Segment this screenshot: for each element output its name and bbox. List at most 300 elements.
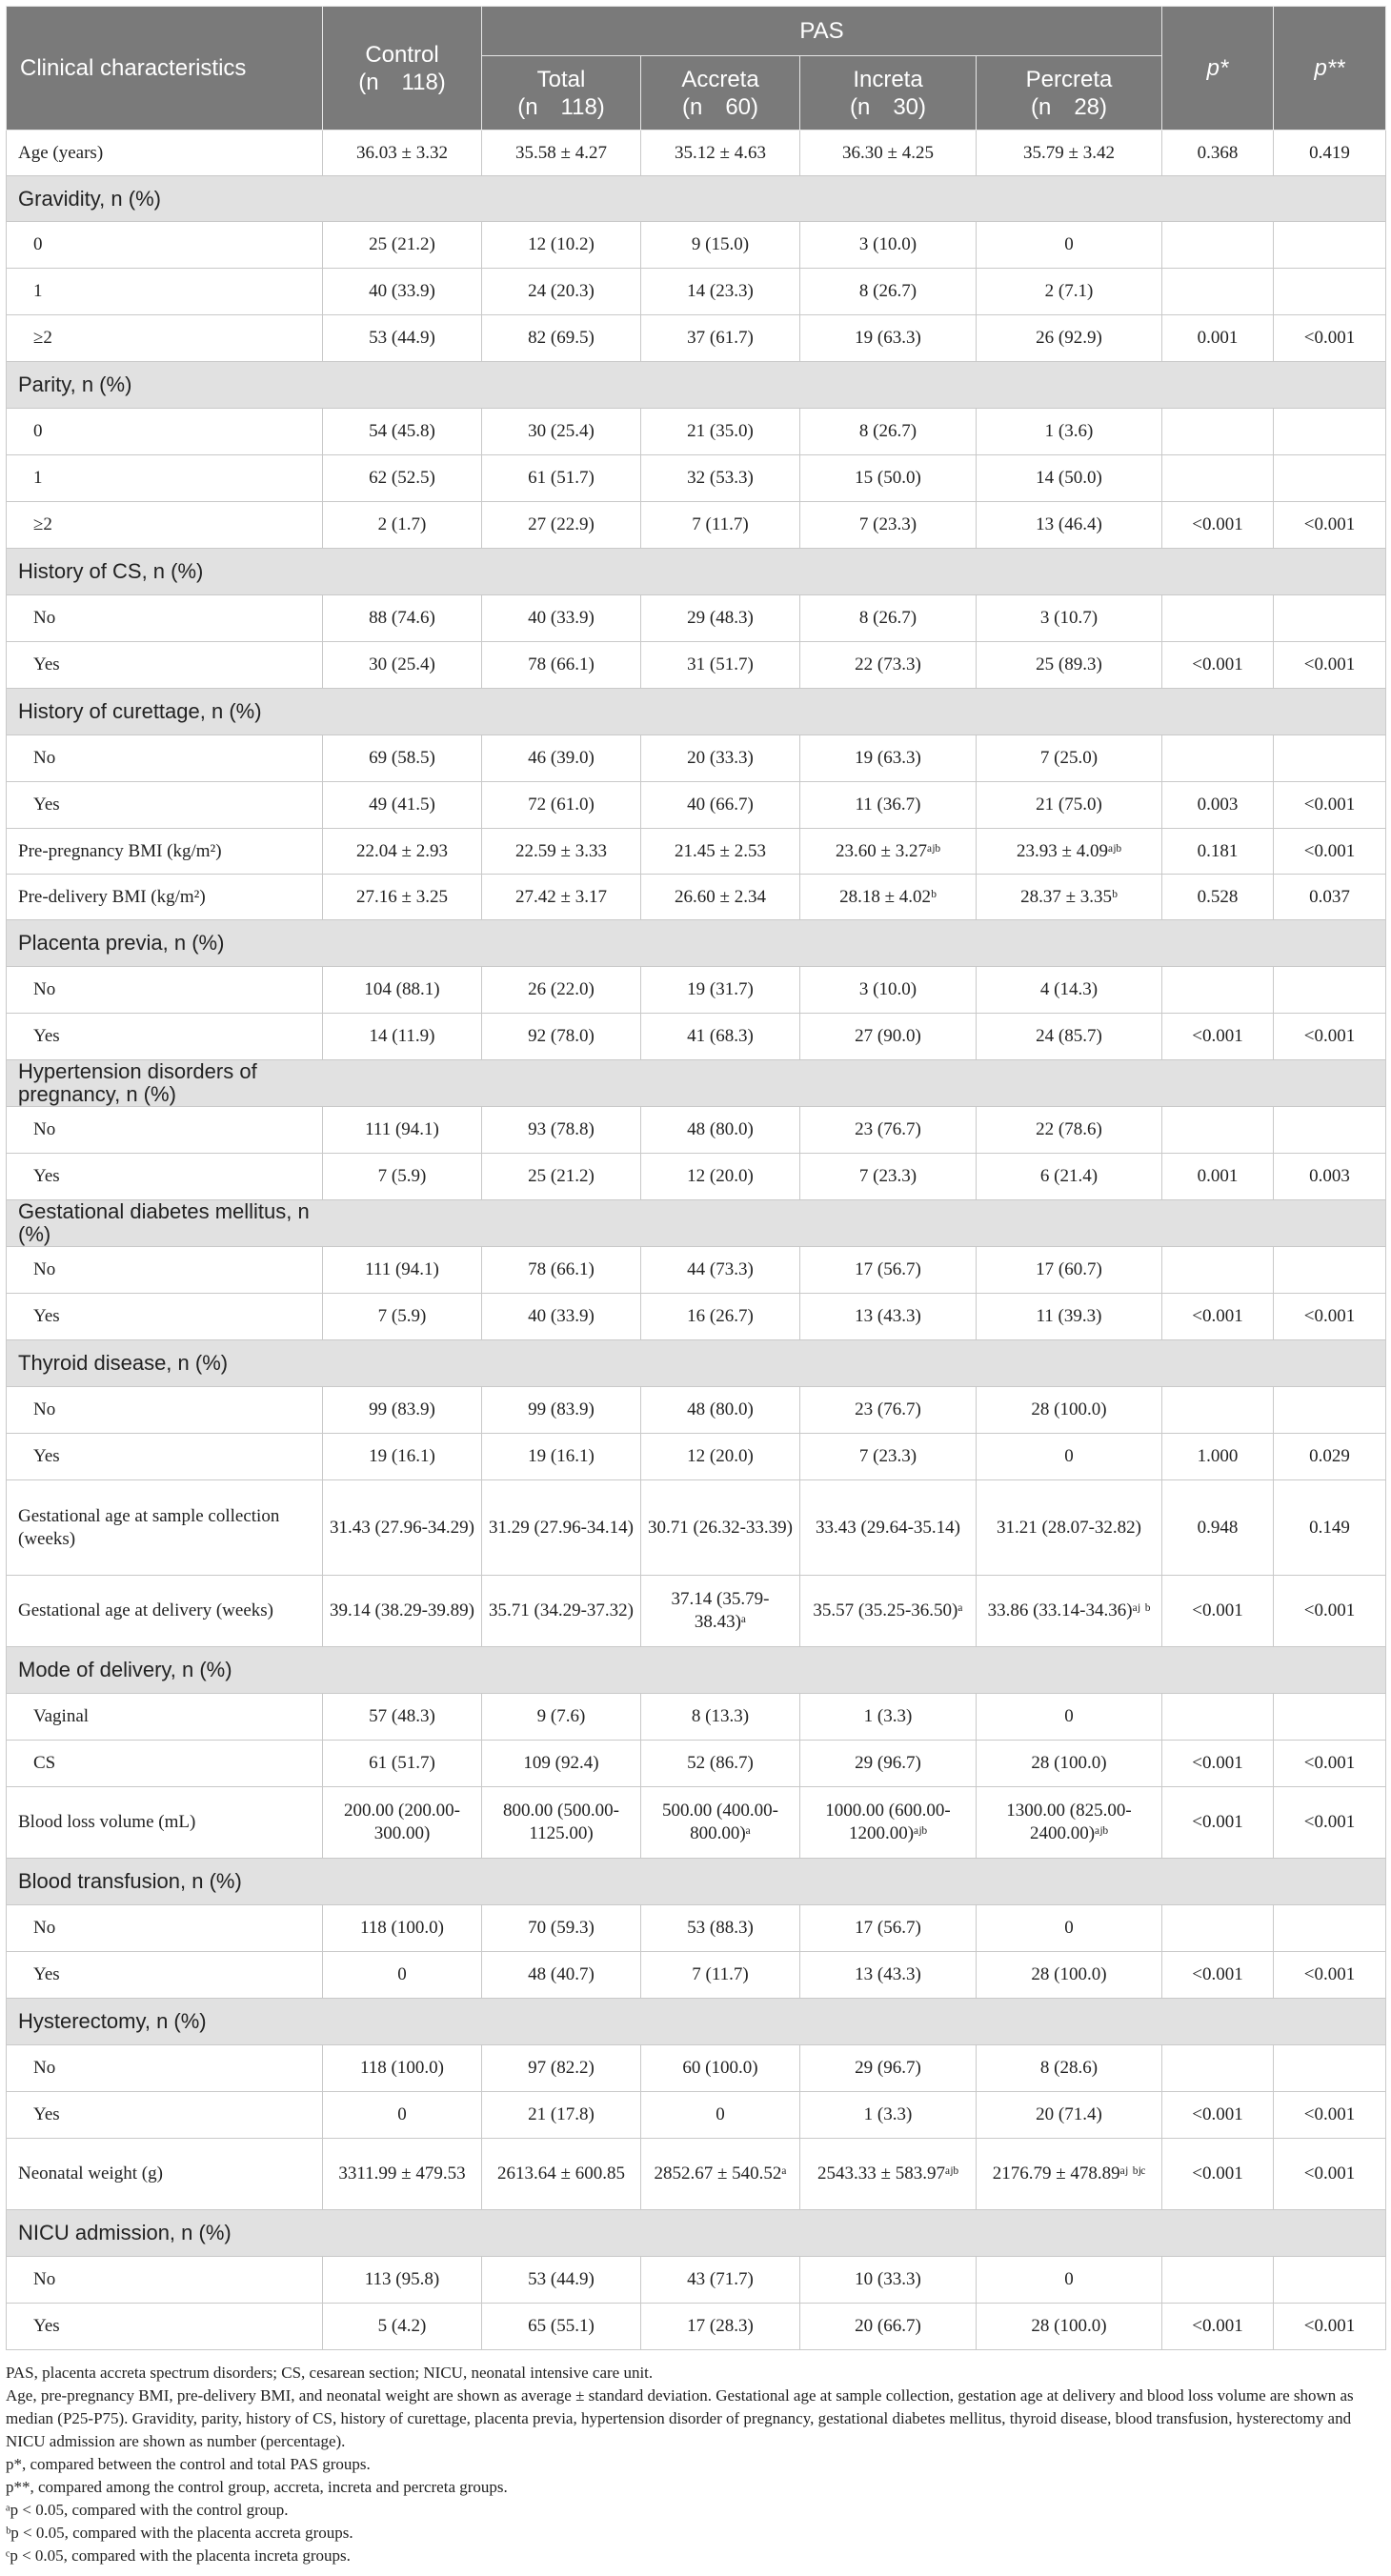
table-cell: 48 (80.0) (641, 1387, 800, 1434)
row-label: Age (years) (7, 131, 323, 176)
row-label: 0 (7, 409, 323, 455)
table-cell: 1.000 (1162, 1434, 1274, 1480)
table-cell: 28.37 ± 3.35ᵇ (977, 875, 1162, 920)
table-row (7, 315, 1386, 362)
header-total (482, 56, 641, 131)
table-cell: 800.00 (500.00-1125.00) (482, 1787, 641, 1859)
section-filler-cell (1162, 1859, 1274, 1905)
row-label: Gestational age at delivery (weeks) (7, 1576, 323, 1647)
table-cell: 22 (73.3) (800, 642, 977, 689)
table-cell: 40 (33.9) (482, 1294, 641, 1340)
table-row (7, 1576, 1386, 1647)
table-cell: 7 (5.9) (323, 1294, 482, 1340)
row-label: No (7, 1247, 323, 1294)
row-label: No (7, 595, 323, 642)
table-cell: 39.14 (38.29-39.89) (323, 1576, 482, 1647)
section-row (7, 1060, 1386, 1107)
section-row (7, 1859, 1386, 1905)
table-cell: 1000.00 (600.00-1200.00)ᵃʲᵇ (800, 1787, 977, 1859)
header-increta-label: Increta (853, 66, 923, 92)
table-cell: 7 (11.7) (641, 1952, 800, 1999)
section-filler-cell (641, 2210, 800, 2257)
table-cell: 82 (69.5) (482, 315, 641, 362)
table-cell (1162, 967, 1274, 1014)
table-cell: 0.419 (1274, 131, 1386, 176)
section-filler-cell (1162, 920, 1274, 967)
table-cell: 0.948 (1162, 1480, 1274, 1576)
table-cell: 70 (59.3) (482, 1905, 641, 1952)
table-cell: 46 (39.0) (482, 735, 641, 782)
header-percreta-label: Percreta (1025, 66, 1113, 92)
table-cell: <0.001 (1162, 1741, 1274, 1787)
table-cell: 0.001 (1162, 1154, 1274, 1200)
table-cell: 14 (11.9) (323, 1014, 482, 1060)
section-filler-cell (482, 549, 641, 595)
table-cell (1274, 2045, 1386, 2092)
table-row (7, 782, 1386, 829)
section-filler-cell (482, 1340, 641, 1387)
table-cell: <0.001 (1274, 1294, 1386, 1340)
row-label: Blood loss volume (mL) (7, 1787, 323, 1859)
table-cell: 0 (977, 1905, 1162, 1952)
table-cell (1274, 735, 1386, 782)
table-cell: 8 (26.7) (800, 269, 977, 315)
table-cell: 31.21 (28.07-32.82) (977, 1480, 1162, 1576)
section-row (7, 1200, 1386, 1247)
section-filler-cell (323, 1340, 482, 1387)
row-label: Yes (7, 2304, 323, 2350)
section-filler-cell (482, 1200, 641, 1247)
section-filler-cell (977, 549, 1162, 595)
table-cell: 0.029 (1274, 1434, 1386, 1480)
row-label: No (7, 1107, 323, 1154)
row-label: Yes (7, 1014, 323, 1060)
header-control-n: (n 118) (358, 69, 446, 95)
table-cell: <0.001 (1162, 502, 1274, 549)
table-cell: 29 (96.7) (800, 2045, 977, 2092)
table-cell: 25 (21.2) (323, 222, 482, 269)
table-cell: 13 (46.4) (977, 502, 1162, 549)
table-cell (1274, 1905, 1386, 1952)
table-cell: 0.149 (1274, 1480, 1386, 1576)
table-cell: 8 (26.7) (800, 409, 977, 455)
table-cell: 0.003 (1274, 1154, 1386, 1200)
table-cell: <0.001 (1162, 642, 1274, 689)
table-cell: 20 (71.4) (977, 2092, 1162, 2139)
table-row (7, 642, 1386, 689)
row-label: Yes (7, 1434, 323, 1480)
table-cell: 19 (63.3) (800, 315, 977, 362)
row-label: Yes (7, 642, 323, 689)
table-cell: 17 (56.7) (800, 1905, 977, 1952)
section-filler-cell (800, 549, 977, 595)
table-cell: <0.001 (1162, 1787, 1274, 1859)
header-p2: p** (1274, 7, 1386, 131)
table-cell: 15 (50.0) (800, 455, 977, 502)
table-cell: 7 (11.7) (641, 502, 800, 549)
table-cell: <0.001 (1274, 1952, 1386, 1999)
row-label: Yes (7, 1294, 323, 1340)
section-filler-cell (977, 1647, 1162, 1694)
table-cell: <0.001 (1274, 315, 1386, 362)
table-row (7, 1387, 1386, 1434)
table-cell: 3 (10.0) (800, 222, 977, 269)
table-row (7, 1434, 1386, 1480)
table-cell: 88 (74.6) (323, 595, 482, 642)
table-cell: 48 (80.0) (641, 1107, 800, 1154)
row-label: CS (7, 1741, 323, 1787)
table-cell: <0.001 (1274, 1741, 1386, 1787)
section-label: Hysterectomy, n (%) (7, 1999, 323, 2045)
table-cell: 9 (7.6) (482, 1694, 641, 1741)
table-cell: 69 (58.5) (323, 735, 482, 782)
section-filler-cell (641, 689, 800, 735)
table-cell: 37 (61.7) (641, 315, 800, 362)
section-filler-cell (1162, 176, 1274, 222)
table-cell: 7 (5.9) (323, 1154, 482, 1200)
section-label: History of CS, n (%) (7, 549, 323, 595)
section-filler-cell (641, 1999, 800, 2045)
table-cell: <0.001 (1274, 1576, 1386, 1647)
table-cell: 33.43 (29.64-35.14) (800, 1480, 977, 1576)
table-cell (1274, 1694, 1386, 1741)
table-cell: 30 (25.4) (323, 642, 482, 689)
section-filler-cell (323, 1999, 482, 2045)
row-label: Yes (7, 1154, 323, 1200)
table-cell: 40 (33.9) (482, 595, 641, 642)
table-row (7, 269, 1386, 315)
table-cell: 0.001 (1162, 315, 1274, 362)
table-cell: <0.001 (1162, 1952, 1274, 1999)
section-label: Hypertension disorders of pregnancy, n (%) (7, 1060, 323, 1107)
row-label: Vaginal (7, 1694, 323, 1741)
table-cell: 111 (94.1) (323, 1247, 482, 1294)
table-cell: 43 (71.7) (641, 2257, 800, 2304)
table-footnotes (6, 2362, 1385, 2567)
table-row (7, 829, 1386, 875)
table-cell: 23.93 ± 4.09ᵃʲᵇ (977, 829, 1162, 875)
table-cell: 31.29 (27.96-34.14) (482, 1480, 641, 1576)
table-cell: 52 (86.7) (641, 1741, 800, 1787)
table-cell: <0.001 (1274, 829, 1386, 875)
table-cell: <0.001 (1162, 2092, 1274, 2139)
table-cell: 35.57 (35.25-36.50)ᵃ (800, 1576, 977, 1647)
table-cell (1274, 1247, 1386, 1294)
section-filler-cell (482, 176, 641, 222)
table-row (7, 2092, 1386, 2139)
section-filler-cell (977, 920, 1162, 967)
section-filler-cell (641, 1859, 800, 1905)
table-cell: 65 (55.1) (482, 2304, 641, 2350)
section-filler-cell (323, 1647, 482, 1694)
table-cell: 28 (100.0) (977, 1741, 1162, 1787)
table-cell: 24 (85.7) (977, 1014, 1162, 1060)
table-cell: <0.001 (1274, 2092, 1386, 2139)
section-filler-cell (641, 1200, 800, 1247)
table-cell: 30 (25.4) (482, 409, 641, 455)
header-pas: PAS (482, 7, 1162, 56)
table-cell: 17 (60.7) (977, 1247, 1162, 1294)
section-filler-cell (1274, 1999, 1386, 2045)
table-cell: 93 (78.8) (482, 1107, 641, 1154)
table-cell: 8 (13.3) (641, 1694, 800, 1741)
table-cell: 36.30 ± 4.25 (800, 131, 977, 176)
header-accreta-n: (n 60) (681, 93, 759, 120)
table-cell: 12 (20.0) (641, 1434, 800, 1480)
table-cell: 31.43 (27.96-34.29) (323, 1480, 482, 1576)
table-cell: 0.037 (1274, 875, 1386, 920)
table-row (7, 1952, 1386, 1999)
section-filler-cell (323, 689, 482, 735)
table-cell: 7 (23.3) (800, 1154, 977, 1200)
table-cell (1274, 269, 1386, 315)
table-cell: 37.14 (35.79-38.43)ᵃ (641, 1576, 800, 1647)
section-filler-cell (323, 362, 482, 409)
row-label: Yes (7, 1952, 323, 1999)
table-cell: 54 (45.8) (323, 409, 482, 455)
table-cell: 0.528 (1162, 875, 1274, 920)
section-filler-cell (1274, 689, 1386, 735)
table-cell: 8 (26.7) (800, 595, 977, 642)
section-filler-cell (1162, 1999, 1274, 2045)
table-cell: 21.45 ± 2.53 (641, 829, 800, 875)
table-cell: 61 (51.7) (323, 1741, 482, 1787)
table-cell: 20 (66.7) (800, 2304, 977, 2350)
table-cell: <0.001 (1274, 782, 1386, 829)
table-cell: 60 (100.0) (641, 2045, 800, 2092)
footnote: p*, compared between the control and total PAS groups. (6, 2455, 371, 2473)
table-cell (1274, 2257, 1386, 2304)
table-row (7, 1694, 1386, 1741)
section-row (7, 176, 1386, 222)
section-filler-cell (1274, 1647, 1386, 1694)
header-control-label: Control (365, 41, 439, 68)
table-cell: 24 (20.3) (482, 269, 641, 315)
table-cell: 10 (33.3) (800, 2257, 977, 2304)
table-row (7, 2304, 1386, 2350)
table-cell: <0.001 (1162, 1294, 1274, 1340)
row-label: Gestational age at sample collection (weeks) (7, 1480, 323, 1576)
section-filler-cell (977, 1999, 1162, 2045)
table-cell: 61 (51.7) (482, 455, 641, 502)
footnote: ᵃp < 0.05, compared with the control group. (6, 2501, 289, 2519)
section-filler-cell (323, 1859, 482, 1905)
table-cell (1274, 1387, 1386, 1434)
table-cell: 0.368 (1162, 131, 1274, 176)
table-cell: 0 (641, 2092, 800, 2139)
table-row (7, 1014, 1386, 1060)
header-increta-n: (n 30) (849, 93, 927, 120)
table-cell: 12 (10.2) (482, 222, 641, 269)
section-filler-cell (977, 689, 1162, 735)
table-cell: 35.79 ± 3.42 (977, 131, 1162, 176)
table-cell: 7 (23.3) (800, 1434, 977, 1480)
section-label: Blood transfusion, n (%) (7, 1859, 323, 1905)
table-cell (1162, 409, 1274, 455)
row-label: Pre-pregnancy BMI (kg/m²) (7, 829, 323, 875)
row-label: 0 (7, 222, 323, 269)
table-cell: 2 (7.1) (977, 269, 1162, 315)
section-row (7, 1647, 1386, 1694)
section-filler-cell (482, 362, 641, 409)
footnote: ᶜp < 0.05, compared with the placenta increta groups. (6, 2546, 351, 2565)
table-cell (1162, 2045, 1274, 2092)
header-percreta (977, 56, 1162, 131)
header-clinical-characteristics: Clinical characteristics (7, 7, 323, 131)
table-cell: <0.001 (1274, 1787, 1386, 1859)
section-row (7, 1340, 1386, 1387)
table-cell: 1 (3.3) (800, 2092, 977, 2139)
table-cell: 6 (21.4) (977, 1154, 1162, 1200)
section-filler-cell (482, 1859, 641, 1905)
table-cell (1162, 222, 1274, 269)
section-filler-cell (641, 1060, 800, 1107)
table-cell: 49 (41.5) (323, 782, 482, 829)
section-filler-cell (482, 2210, 641, 2257)
table-cell: 32 (53.3) (641, 455, 800, 502)
table-cell: 27 (90.0) (800, 1014, 977, 1060)
section-filler-cell (800, 2210, 977, 2257)
table-cell: 7 (23.3) (800, 502, 977, 549)
table-cell: 13 (43.3) (800, 1294, 977, 1340)
table-cell (1274, 967, 1386, 1014)
table-row (7, 455, 1386, 502)
section-filler-cell (1274, 1340, 1386, 1387)
table-cell: 0 (977, 1694, 1162, 1741)
section-filler-cell (977, 176, 1162, 222)
section-filler-cell (482, 1647, 641, 1694)
table-cell: 4 (14.3) (977, 967, 1162, 1014)
table-container (6, 0, 1385, 2567)
table-cell (1162, 735, 1274, 782)
section-filler-cell (641, 1647, 800, 1694)
header-total-n: (n 118) (517, 93, 605, 120)
table-cell: 0 (323, 2092, 482, 2139)
table-cell: 200.00 (200.00-300.00) (323, 1787, 482, 1859)
section-label: Thyroid disease, n (%) (7, 1340, 323, 1387)
table-cell: 113 (95.8) (323, 2257, 482, 2304)
table-cell: 17 (56.7) (800, 1247, 977, 1294)
table-cell (1274, 409, 1386, 455)
section-filler-cell (977, 1200, 1162, 1247)
table-cell: 41 (68.3) (641, 1014, 800, 1060)
table-cell: 0 (323, 1952, 482, 1999)
section-filler-cell (800, 1859, 977, 1905)
header-percreta-n: (n 28) (1030, 93, 1108, 120)
table-row (7, 1741, 1386, 1787)
section-filler-cell (323, 1060, 482, 1107)
section-filler-cell (641, 362, 800, 409)
table-row (7, 2257, 1386, 2304)
table-cell: 2613.64 ± 600.85 (482, 2139, 641, 2210)
section-filler-cell (1162, 689, 1274, 735)
table-cell: 31 (51.7) (641, 642, 800, 689)
table-cell: 25 (89.3) (977, 642, 1162, 689)
section-filler-cell (641, 1340, 800, 1387)
table-cell: 0 (977, 222, 1162, 269)
table-cell: 27.16 ± 3.25 (323, 875, 482, 920)
table-cell: 19 (16.1) (482, 1434, 641, 1480)
table-cell: 2543.33 ± 583.97ᵃʲᵇ (800, 2139, 977, 2210)
table-cell: 19 (16.1) (323, 1434, 482, 1480)
table-cell: 97 (82.2) (482, 2045, 641, 2092)
section-label: NICU admission, n (%) (7, 2210, 323, 2257)
table-cell: 21 (17.8) (482, 2092, 641, 2139)
table-cell (1162, 455, 1274, 502)
table-row (7, 875, 1386, 920)
table-row (7, 595, 1386, 642)
table-cell: 29 (96.7) (800, 1741, 977, 1787)
table-cell: 0.003 (1162, 782, 1274, 829)
row-label: No (7, 735, 323, 782)
table-cell: <0.001 (1274, 2139, 1386, 2210)
section-filler-cell (1274, 362, 1386, 409)
table-cell (1162, 1247, 1274, 1294)
table-cell: 20 (33.3) (641, 735, 800, 782)
section-filler-cell (1274, 920, 1386, 967)
table-cell: 3311.99 ± 479.53 (323, 2139, 482, 2210)
section-filler-cell (1274, 549, 1386, 595)
table-cell (1274, 1107, 1386, 1154)
table-cell: 36.03 ± 3.32 (323, 131, 482, 176)
table-row (7, 131, 1386, 176)
section-filler-cell (482, 920, 641, 967)
section-filler-cell (800, 1340, 977, 1387)
table-cell: 44 (73.3) (641, 1247, 800, 1294)
section-filler-cell (800, 1999, 977, 2045)
section-filler-cell (1274, 1200, 1386, 1247)
clinical-characteristics-table (6, 6, 1386, 2350)
table-cell: 53 (44.9) (482, 2257, 641, 2304)
table-row (7, 1154, 1386, 1200)
section-row (7, 2210, 1386, 2257)
table-cell: 19 (31.7) (641, 967, 800, 1014)
footnote: p**, compared among the control group, accreta, increta and percreta groups. (6, 2478, 508, 2496)
table-cell: 0 (977, 1434, 1162, 1480)
header-total-label: Total (536, 66, 586, 92)
table-cell: 35.58 ± 4.27 (482, 131, 641, 176)
row-label: No (7, 967, 323, 1014)
footnote: PAS, placenta accreta spectrum disorders; CS, cesarean section; NICU, neonatal intensive care unit. (6, 2364, 654, 2382)
table-cell: 2852.67 ± 540.52ᵃ (641, 2139, 800, 2210)
section-label: Placenta previa, n (%) (7, 920, 323, 967)
table-cell: 62 (52.5) (323, 455, 482, 502)
row-label: No (7, 1905, 323, 1952)
table-cell (1162, 1694, 1274, 1741)
table-cell: 3 (10.7) (977, 595, 1162, 642)
section-filler-cell (977, 1340, 1162, 1387)
table-cell: 14 (50.0) (977, 455, 1162, 502)
section-filler-cell (482, 1060, 641, 1107)
table-row (7, 967, 1386, 1014)
table-cell: 12 (20.0) (641, 1154, 800, 1200)
table-cell: 78 (66.1) (482, 642, 641, 689)
section-filler-cell (800, 689, 977, 735)
table-cell: 28.18 ± 4.02ᵇ (800, 875, 977, 920)
table-cell: 57 (48.3) (323, 1694, 482, 1741)
table-cell (1162, 1905, 1274, 1952)
section-label: Gestational diabetes mellitus, n (%) (7, 1200, 323, 1247)
table-cell: 23 (76.7) (800, 1107, 977, 1154)
section-filler-cell (800, 362, 977, 409)
table-cell: 78 (66.1) (482, 1247, 641, 1294)
section-filler-cell (1162, 1060, 1274, 1107)
section-row (7, 362, 1386, 409)
section-filler-cell (1162, 362, 1274, 409)
table-cell (1162, 1107, 1274, 1154)
table-cell: 13 (43.3) (800, 1952, 977, 1999)
section-row (7, 1999, 1386, 2045)
